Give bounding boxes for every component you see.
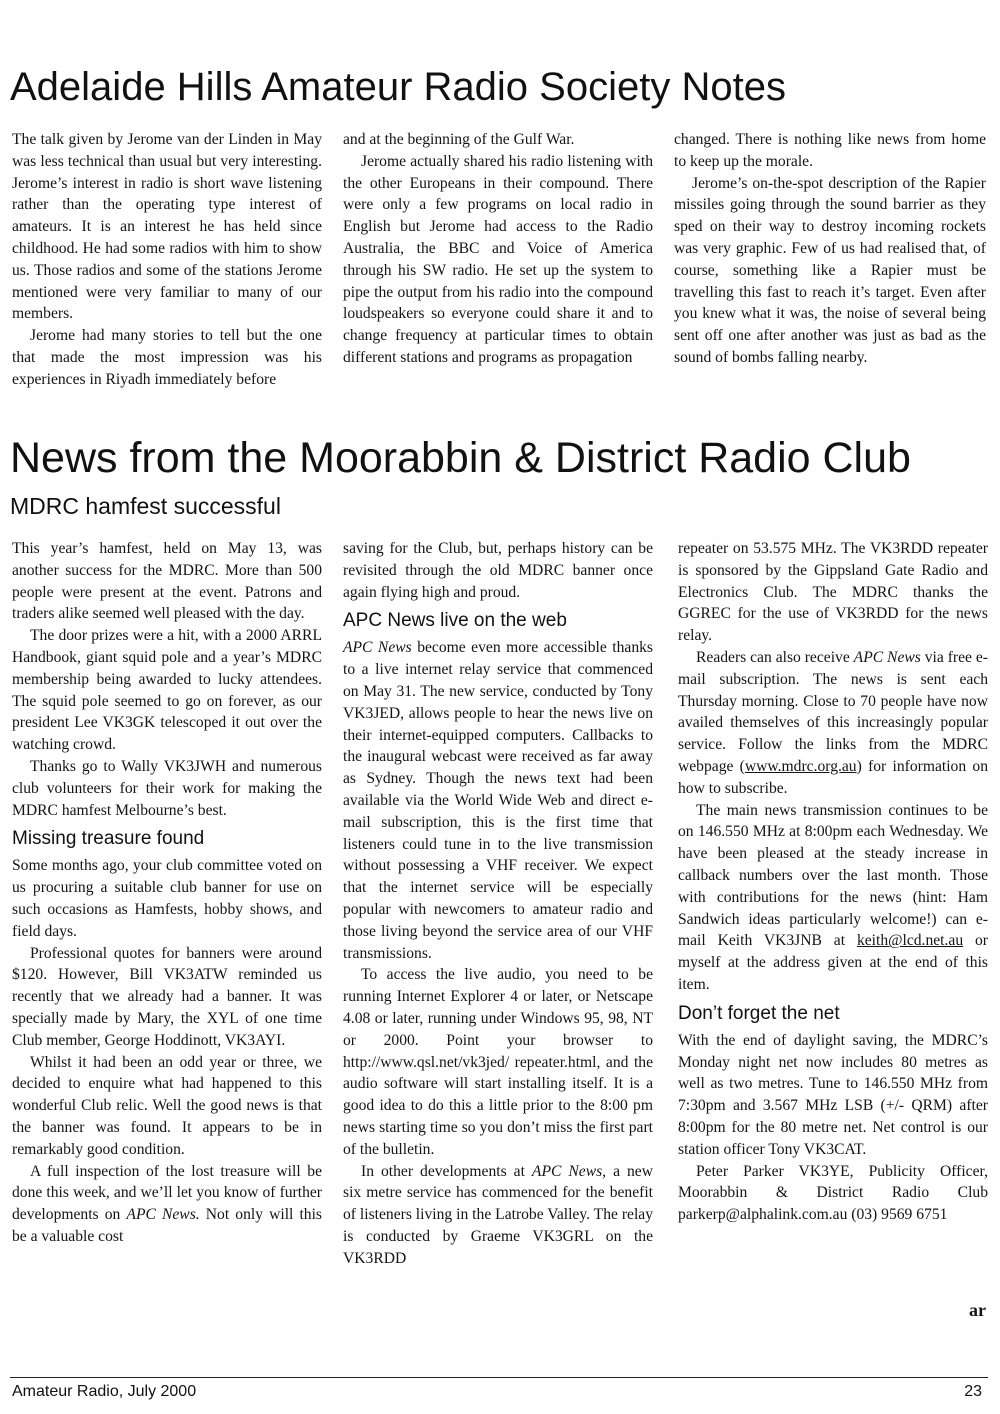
paragraph [678, 647, 988, 800]
text-run: or myself at the address given at the end of this item. [678, 932, 989, 993]
paragraph: Whilst it had been an odd year or three, we decided to enquire what had happened to this wonderful Club relic. Well the good news is that the banner was found. It appears to be in remarkably good condition. [12, 1053, 322, 1158]
paragraph: Thanks go to Wally VK3JWH and numerous club volunteers for their work for making the MDRC hamfest Melbourne’s best. [12, 757, 322, 819]
publication-name: APC News [343, 639, 412, 657]
paragraph: repeater on 53.575 MHz. The VK3RDD repeater is sponsored by the Gippsland Gate Radio and Electronics Club. The MDRC thanks the GGREC for the use of VK3RDD for the news relay. [678, 540, 988, 645]
paragraph: This year’s hamfest, held on May 13, was another success for the MDRC. More than 500 people were present at the event. Patrons and traders alike seemed well pleased with the day. [12, 540, 322, 623]
adelaide-column-2 [343, 129, 653, 369]
paragraph: The talk given by Jerome van der Linden in May was less technical than usual but very interesting. Jerome’s interest in radio is short wave listening rather than the operating type interest of amateurs. It is an interest he has held since childhood. He had some radios with him to show us. Those radios and some of the stations Jerome mentioned were very familiar to many of our members. [12, 131, 322, 323]
paragraph [678, 800, 988, 996]
mdrc-website-link[interactable]: www.mdrc.org.au [744, 757, 857, 775]
text-run: A full inspection of the lost treasure will be done this week, and we’ll let you know of further developments on [12, 1162, 322, 1224]
text-run: Readers can also receive [696, 648, 854, 666]
text-run: The main news transmission continues to be on 146.550 MHz at 8:00pm each Wednesday. We have been pleased at the steady increase in callback numbers over the last month. Those with contributions for the news (hint: Ham Sandwich ideas particularly welcome!) can e-mail Keith VK3JNB at [678, 801, 988, 950]
text-run: a new six metre service has commenced for the benefit of listeners living in the Latrobe Valley. The relay is conducted by Graeme VK3GRL on the VK3RDD [343, 1162, 653, 1267]
adelaide-column-3 [674, 129, 986, 369]
moorabbin-column-2 [343, 538, 653, 1270]
paragraph: Jerome actually shared his radio listening with the other Europeans in their compound. There were only a few programs on local radio in English but Jerome had access to the Radio Australia, the BBC and Voice of America through his SW radio. He set up the system to pipe the output from his radio into the compound loudspeakers so everyone could share it and to change frequency at particular times to obtain different stations and programs as propagation [343, 152, 653, 366]
paragraph: changed. There is nothing like news from home to keep up the morale. [674, 131, 986, 170]
footer-publication: Amateur Radio, July 2000 [12, 1383, 197, 1400]
end-mark: ar [969, 1300, 986, 1320]
publication-name: APC News. [126, 1206, 200, 1224]
paragraph: To access the live audio, you need to be running Internet Explorer 4 or later, or Netscape 4.08 or later, running under Windows 95, 98, NT or 2000. Point your browser to http://www.qsl.net/vk3jed/ repeater.html, and the audio software will start installing itself. It is a good idea to do this a little prior to the 8:00 pm news starting time so you don’t miss the first part of the bulletin. [343, 966, 653, 1158]
text-run: ) for information on how to subscribe. [678, 757, 988, 797]
moorabbin-column-3 [678, 538, 988, 1226]
adelaide-hills-title: Adelaide Hills Amateur Radio Society Notes [10, 65, 786, 109]
mdrc-hamfest-subtitle: MDRC hamfest successful [10, 493, 281, 519]
text-run: In other developments at [361, 1162, 532, 1180]
text-run: become even more accessible thanks to a live internet relay service that commenced on May 31. The new service, conducted by Tony VK3JED, allows people to hear the news live on their internet-equipped computers. Callbacks to the inaugural webcast were received as far away as Sydney. Though the news text had been available via the World Wide Web and direct e-mail subscription, this is the first time that listeners could tune in to the live transmission without possessing a VHF receiver. We expect that the internet service will be especially popular with newcomers to amateur radio and those living beyond the service area of our VHF transmissions. [343, 639, 653, 962]
paragraph: saving for the Club, but, perhaps history can be revisited through the old MDRC banner once again flying high and proud. [343, 540, 653, 601]
missing-treasure-heading: Missing treasure found [12, 828, 205, 850]
dont-forget-net-heading: Don’t forget the net [678, 1002, 840, 1024]
keith-email-link[interactable]: keith@lcd.net.au [856, 932, 964, 950]
moorabbin-title: News from the Moorabbin & District Radio Club [10, 434, 911, 482]
paragraph: Jerome’s on-the-spot description of the Rapier missiles going through the sound barrier as they sped on their way to destroy incoming rockets was very graphic. Few of us had realised that, of course, something like a Rapier must be travelling this fast to reach it’s target. Even after you knew what it was, the noise of several being sent off one after another was just as bad as the sound of bombs falling nearby. [674, 174, 986, 366]
text-run: Not only will this be a valuable cost [12, 1206, 322, 1245]
author-signature: Peter Parker VK3YE, Publicity Officer, Moorabbin & District Radio Club parkerp@alphalink.com.au (03) 9569 6751 [678, 1162, 988, 1224]
paragraph: Some months ago, your club committee voted on us procuring a suitable club banner for use on such occasions as Hamfests, hobby shows, and field days. [12, 857, 322, 940]
page-number: 23 [964, 1383, 982, 1400]
paragraph: and at the beginning of the Gulf War. [343, 131, 575, 148]
publication-name: APC News, [531, 1162, 607, 1180]
apc-news-heading: APC News live on the web [343, 610, 567, 632]
paragraph [343, 1161, 653, 1270]
text-run: via free e-mail subscription. The news is sent each Thursday morning. Close to 70 people have now availed themselves of this increasingly popular service. Follow the links from the MDRC webpage ( [678, 648, 988, 775]
paragraph: Professional quotes for banners were around $120. However, Bill VK3ATW reminded us recently that we already had a banner. It was specially made by Mary, the XYL of one time Club member, George Hoddinott, VK3AYI. [12, 944, 322, 1049]
paragraph [343, 637, 653, 964]
paragraph: With the end of daylight saving, the MDRC’s Monday night net now includes 80 metres as well as two metres. Tune to 146.550 MHz from 7:30pm and 3.567 MHz LSB (+/- QRM) after 8:00pm for the 80 metre net. Net control is our station officer Tony VK3CAT. [678, 1031, 988, 1158]
paragraph: Jerome had many stories to tell but the one that made the most impression was his experiences in Riyadh immediately before [12, 327, 322, 388]
adelaide-column-1 [12, 129, 322, 391]
paragraph: The door prizes were a hit, with a 2000 ARRL Handbook, giant squid pole and a year’s MDRC membership being awarded to lucky attendees. The squid pole seemed to go on forever, as our president Lee VK3GK telescoped it out over the watching crowd. [12, 627, 322, 754]
paragraph [12, 1161, 322, 1248]
moorabbin-column-1 [12, 538, 322, 1248]
publication-name: APC News [853, 648, 921, 666]
footer-divider [10, 1377, 988, 1378]
